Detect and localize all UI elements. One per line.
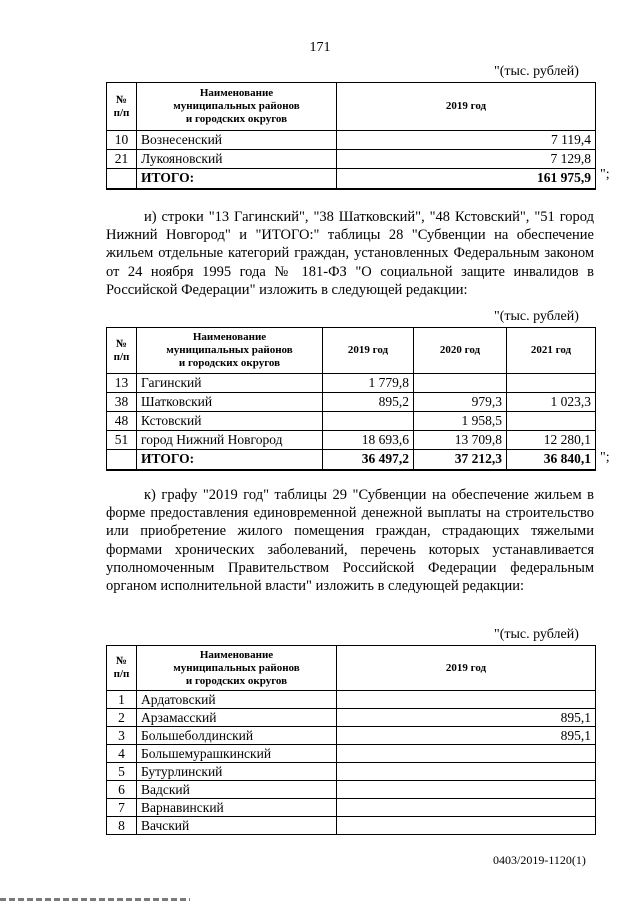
unit-label: "(тыс. рублей): [494, 64, 579, 79]
table-row: [107, 781, 596, 799]
row-name: город Нижний Новгород: [137, 431, 323, 450]
total-row: [107, 450, 596, 470]
row-num: 2: [107, 709, 137, 727]
table-subsidies-1: [106, 82, 596, 190]
row-2019: [337, 691, 596, 709]
row-name: Кстовский: [137, 412, 323, 431]
header-2019: 2019 год: [337, 646, 596, 691]
row-num: 48: [107, 412, 137, 431]
table-subsidies-29: [106, 645, 596, 835]
paragraph-k: [106, 486, 594, 595]
total-2020: 37 212,3: [414, 450, 507, 470]
row-name: Большеболдинский: [137, 727, 337, 745]
paragraph-i-text: и) строки "13 Гагинский", "38 Шатковский", "48 Кстовский", "51 город Нижний Новгород" и "ИТОГО:" таблицы 28 "Субвенции на обеспечение жильем отдельные категорий граждан, установленных Федеральным законом от 24 ноября 1995 года № 181-ФЗ "О социальной защите инвалидов в Российской Федерации" изложить в следующей редакции:: [106, 209, 594, 298]
closing-mark: ";: [600, 450, 610, 465]
row-2021: [507, 374, 596, 393]
table-row: [107, 412, 596, 431]
row-num: 5: [107, 763, 137, 781]
row-2019: 895,1: [337, 727, 596, 745]
table-row: [107, 150, 596, 169]
row-name: Ардатовский: [137, 691, 337, 709]
table-row: [107, 393, 596, 412]
table-row: [107, 431, 596, 450]
row-name: Вадский: [137, 781, 337, 799]
table-row: [107, 745, 596, 763]
row-name: Варнавинский: [137, 799, 337, 817]
row-name: Большемурашкинский: [137, 745, 337, 763]
header-num: № п/п: [107, 83, 137, 131]
header-name: Наименование муниципальных районов и городских округов: [137, 328, 323, 374]
row-num: 3: [107, 727, 137, 745]
row-2020: [414, 374, 507, 393]
row-name: Бутурлинский: [137, 763, 337, 781]
row-name: Лукояновский: [137, 150, 337, 169]
row-2019: [337, 763, 596, 781]
table-row: [107, 727, 596, 745]
closing-mark: ";: [600, 167, 610, 182]
row-2020: 13 709,8: [414, 431, 507, 450]
table-row: [107, 763, 596, 781]
header-num: № п/п: [107, 646, 137, 691]
header-name: Наименование муниципальных районов и городских округов: [137, 83, 337, 131]
unit-label: "(тыс. рублей): [494, 627, 579, 642]
table-row: [107, 709, 596, 727]
document-code: 0403/2019-1120(1): [493, 853, 586, 867]
row-2019: 895,2: [323, 393, 414, 412]
row-name: Вачский: [137, 817, 337, 835]
row-num: 51: [107, 431, 137, 450]
header-2019: 2019 год: [337, 83, 596, 131]
row-num: 8: [107, 817, 137, 835]
table-row: [107, 691, 596, 709]
row-2019: 7 119,4: [337, 131, 596, 150]
header-num: № п/п: [107, 328, 137, 374]
table-row: [107, 374, 596, 393]
row-2019: [337, 781, 596, 799]
row-num: 10: [107, 131, 137, 150]
table-subsidies-28: [106, 327, 596, 471]
row-name: Гагинский: [137, 374, 323, 393]
row-2019: 7 129,8: [337, 150, 596, 169]
unit-label: "(тыс. рублей): [494, 309, 579, 324]
row-num: 13: [107, 374, 137, 393]
total-label: ИТОГО:: [137, 169, 337, 189]
row-2021: 1 023,3: [507, 393, 596, 412]
scan-artifact: [0, 898, 190, 901]
row-2020: 979,3: [414, 393, 507, 412]
total-2019: 36 497,2: [323, 450, 414, 470]
row-name: Арзамасский: [137, 709, 337, 727]
row-2021: [507, 412, 596, 431]
row-2019: [337, 817, 596, 835]
table-row: [107, 799, 596, 817]
header-2020: 2020 год: [414, 328, 507, 374]
table-row: [107, 817, 596, 835]
row-num: 7: [107, 799, 137, 817]
header-2021: 2021 год: [507, 328, 596, 374]
header-2019: 2019 год: [323, 328, 414, 374]
row-2019: 895,1: [337, 709, 596, 727]
row-2021: 12 280,1: [507, 431, 596, 450]
table-row: [107, 131, 596, 150]
total-label: ИТОГО:: [137, 450, 323, 470]
total-row: [107, 169, 596, 189]
row-2019: 18 693,6: [323, 431, 414, 450]
paragraph-k-text: к) графу "2019 год" таблицы 29 "Субвенции на обеспечение жильем в форме предоставления единовременной денежной выплаты на строительство или приобретение жилого помещения граждан, страдающих тяжелыми формами хронических заболеваний, перечень которых устанавливается уполномоченным Правительством Российской Федерации федеральным органом исполнительной власти" изложить в следующей редакции:: [106, 487, 594, 595]
row-num: 4: [107, 745, 137, 763]
row-num: 6: [107, 781, 137, 799]
total-2021: 36 840,1: [507, 450, 596, 470]
row-2019: 1 779,8: [323, 374, 414, 393]
row-num: 1: [107, 691, 137, 709]
row-num: 21: [107, 150, 137, 169]
row-2019: [337, 799, 596, 817]
row-2019: [337, 745, 596, 763]
row-name: Вознесенский: [137, 131, 337, 150]
page-number: 171: [309, 40, 331, 55]
row-2020: 1 958,5: [414, 412, 507, 431]
row-num: 38: [107, 393, 137, 412]
total-2019: 161 975,9: [337, 169, 596, 189]
header-name: Наименование муниципальных районов и городских округов: [137, 646, 337, 691]
paragraph-i: [106, 208, 594, 299]
row-2019: [323, 412, 414, 431]
row-name: Шатковский: [137, 393, 323, 412]
